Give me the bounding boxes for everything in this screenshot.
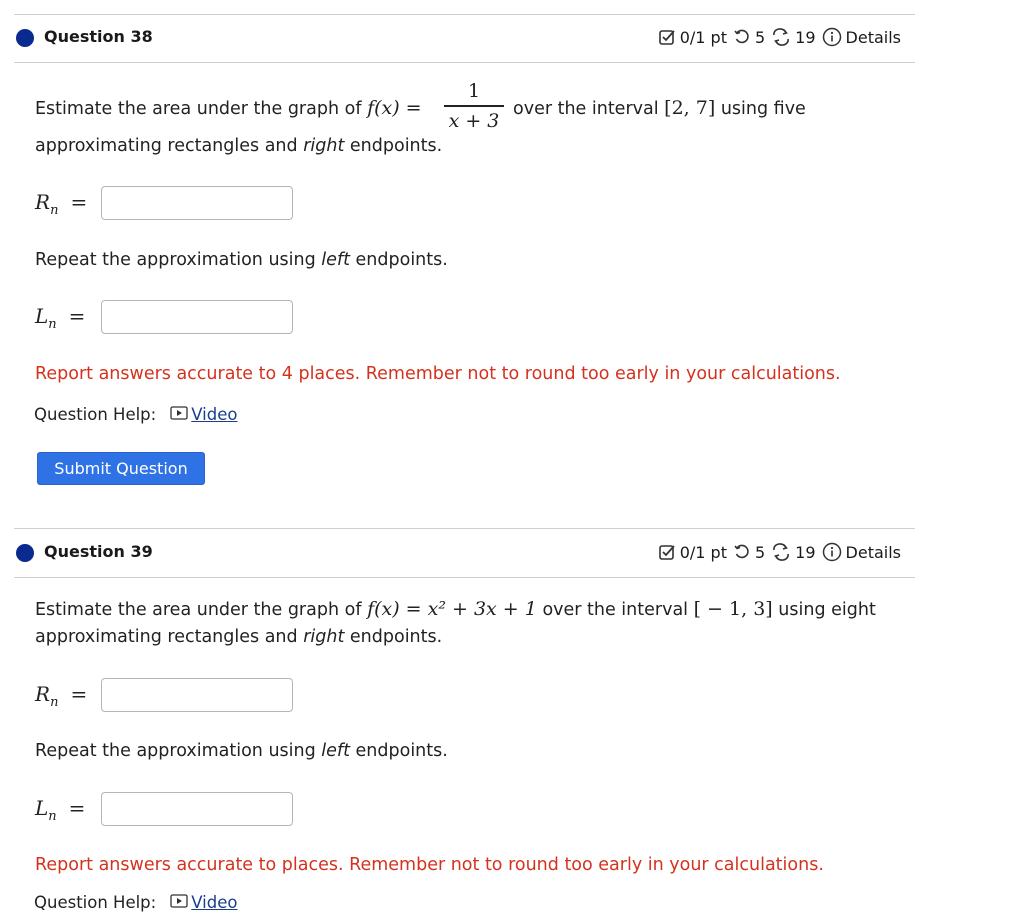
info-circle-icon[interactable] (822, 542, 842, 562)
info-circle-icon[interactable] (822, 27, 842, 47)
accuracy-warning: Report answers accurate to 4 places. Remember not to round too early in your calculations. (35, 364, 841, 384)
question-dot-icon (16, 544, 34, 562)
retries-count: 5 (754, 27, 766, 47)
retries-count: 5 (754, 542, 766, 562)
question-prompt-line2: approximating rectangles and right endpoints. (35, 136, 443, 156)
submit-question-button[interactable]: Submit Question (37, 452, 205, 485)
repeat-icon (771, 28, 791, 46)
score-text: 0/1 pt (679, 27, 727, 47)
question-dot-icon (16, 29, 34, 47)
accuracy-warning: Report answers accurate to places. Remember not to round too early in your calculations. (35, 855, 824, 875)
attempts-count: 19 (795, 542, 816, 562)
check-square-icon (658, 28, 676, 46)
play-box-icon[interactable] (170, 893, 188, 912)
question-prompt-line1-cont: over the interval [2, 7] using five (513, 97, 806, 119)
repeat-icon (771, 543, 791, 561)
question-prompt-line1: Estimate the area under the graph of f(x) = (35, 97, 422, 119)
question-title: Question 39 (44, 542, 153, 561)
score-text: 0/1 pt (679, 542, 727, 562)
rn-answer-input[interactable] (101, 678, 293, 712)
question-title: Question 38 (44, 27, 153, 46)
video-link[interactable]: Video (191, 405, 238, 424)
details-link[interactable]: Details (845, 27, 901, 47)
interval: [ − 1, 3] (693, 598, 773, 620)
divider (14, 577, 915, 578)
video-link[interactable]: Video (191, 893, 238, 912)
function-expression: f(x) = (367, 97, 422, 119)
rn-label: $R_n$ = (35, 190, 88, 218)
ln-label: $L_n$ = (35, 796, 86, 824)
fraction (444, 80, 504, 132)
play-box-icon[interactable] (170, 405, 188, 424)
repeat-prompt: Repeat the approximation using left endpoints. (35, 741, 448, 761)
rn-answer-input[interactable] (101, 186, 293, 220)
question-38-header (14, 14, 915, 62)
question-help: Question Help: Video (34, 405, 238, 424)
function-expression: f(x) = x² + 3x + 1 (367, 598, 537, 620)
repeat-prompt: Repeat the approximation using left endpoints. (35, 250, 448, 270)
details-link[interactable]: Details (845, 542, 901, 562)
fraction-bar (444, 105, 504, 107)
question-help: Question Help: Video (34, 893, 238, 912)
ln-answer-input[interactable] (101, 300, 293, 334)
question-prompt-line2: approximating rectangles and right endpoints. (35, 627, 443, 647)
retry-icon (733, 28, 751, 46)
fraction-denominator: x + 3 (448, 109, 500, 132)
check-square-icon (658, 543, 676, 561)
ln-answer-input[interactable] (101, 792, 293, 826)
interval: [2, 7] (664, 97, 716, 119)
rn-label: $R_n$ = (35, 682, 88, 710)
question-39-header (14, 529, 915, 577)
fraction-numerator: 1 (467, 80, 481, 102)
divider (14, 62, 915, 63)
ln-label: $L_n$ = (35, 304, 86, 332)
question-meta (658, 27, 901, 47)
question-meta (658, 542, 901, 562)
attempts-count: 19 (795, 27, 816, 47)
question-prompt-line1: Estimate the area under the graph of f(x) = x² + 3x + 1 over the interval [ − 1, 3] using eight (35, 598, 876, 620)
retry-icon (733, 543, 751, 561)
